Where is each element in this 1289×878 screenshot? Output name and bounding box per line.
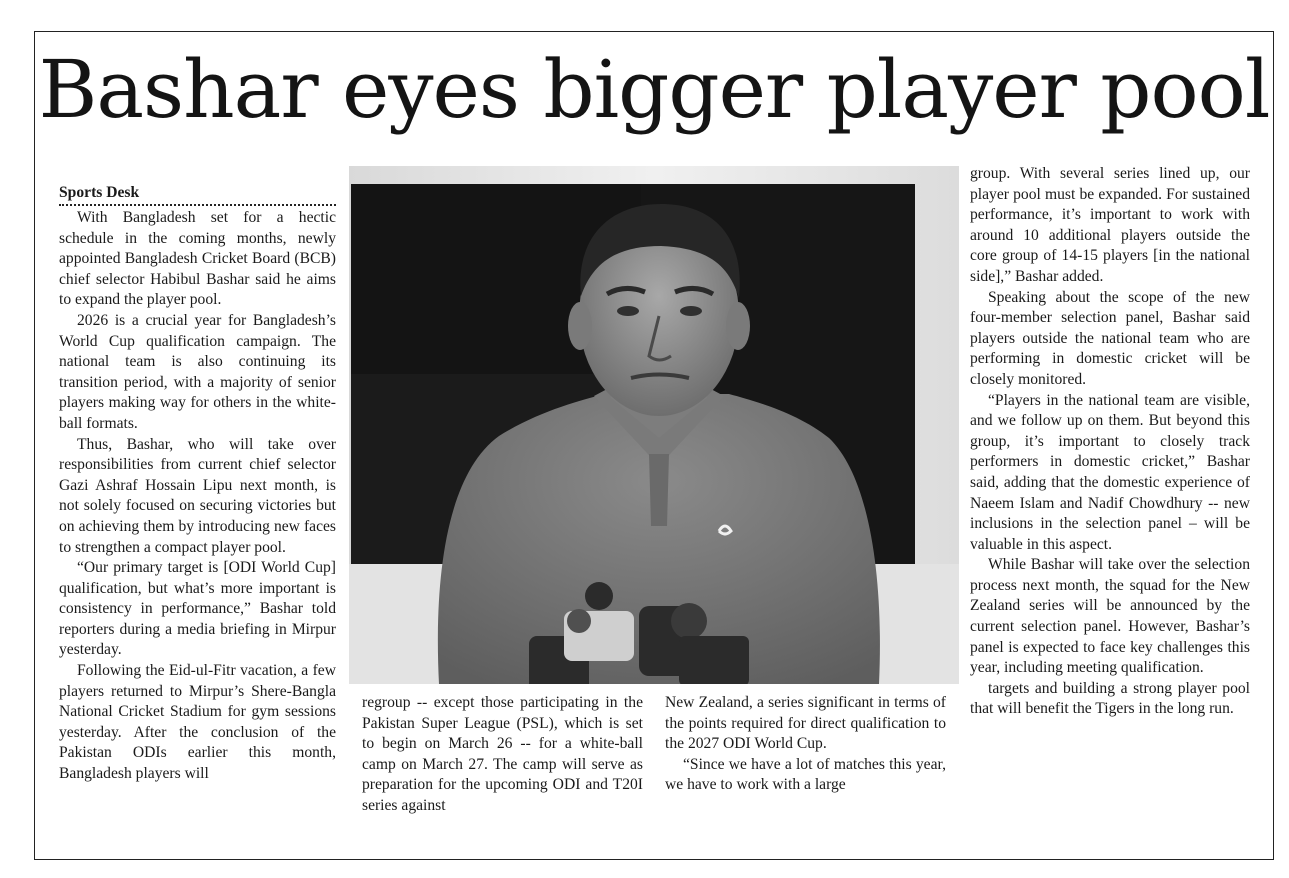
paragraph: Following the Eid-ul-Fitr vacation, a few players returned to Mirpur’s Shere-Bangla National Cricket Stadium for gym sessions yesterday. After the conclusion of the Pakistan ODIs earlier this month, Bangladesh players will xyxy=(59,662,336,783)
paragraph: targets and building a strong player pool that will benefit the Tigers in the long run. xyxy=(970,679,1250,718)
paragraph: 2026 is a crucial year for Bangladesh’s World Cup qualification campaign. The national team is also continuing its transition period, with a majority of senior players making way for others in the white-ball formats. xyxy=(59,311,336,432)
byline: Sports Desk xyxy=(59,183,336,206)
paragraph: New Zealand, a series significant in terms of the points required for direct qualification to the 2027 ODI World Cup. xyxy=(665,694,946,753)
paragraph: Thus, Bashar, who will take over responsibilities from current chief selector Gazi Ashraf Hossain Lipu next month, is not solely focused on securing victories but on achieving them by introducing new faces to strengthen a compact player pool. xyxy=(59,435,336,556)
paragraph: “Players in the national team are visible, and we follow up on them. But beyond this group, it’s important to closely track performers in domestic cricket,” Bashar said, adding that the domestic experience of Naeem Islam and Nadif Chowdhury -- new inclusions in the selection panel – will be valuable in this aspect. xyxy=(970,391,1250,553)
article-column-2 xyxy=(362,693,643,817)
article-column-3 xyxy=(665,693,946,796)
paragraph: regroup -- except those participating in the Pakistan Super League (PSL), which is set to begin on March 26 -- for a white-ball camp on March 27. The camp will serve as preparation for the upcoming ODI and T20I series against xyxy=(362,694,643,814)
article-column-1 xyxy=(59,183,336,785)
paragraph: “Our primary target is [ODI World Cup] qualification, but what’s more important is consistency in performance,” Bashar told reporters during a media briefing in Mirpur yesterday. xyxy=(59,559,336,659)
headline: Bashar eyes bigger player pool xyxy=(38,43,1270,136)
paragraph: While Bashar will take over the selection process next month, the squad for the New Zealand series will be announced by the current selection panel. However, Bashar’s panel is expected to face key challenges this year, including meeting qualification. xyxy=(970,556,1250,677)
paragraph: “Since we have a lot of matches this year, we have to work with a large xyxy=(665,755,946,794)
paragraph: group. With several series lined up, our player pool must be expanded. For sustained performance, it’s important to work with around 10 additional players outside the core group of 14-15 players [in the national side],” Bashar added. xyxy=(970,165,1250,285)
article-photo xyxy=(349,166,959,684)
article-column-4 xyxy=(970,164,1250,720)
paragraph: With Bangladesh set for a hectic schedule in the coming months, newly appointed Bangladesh Cricket Board (BCB) chief selector Habibul Bashar said he aims to expand the player pool. xyxy=(59,209,336,309)
paragraph: Speaking about the scope of the new four-member selection panel, Bashar said players outside the national team who are performing in domestic cricket will be closely monitored. xyxy=(970,288,1250,388)
